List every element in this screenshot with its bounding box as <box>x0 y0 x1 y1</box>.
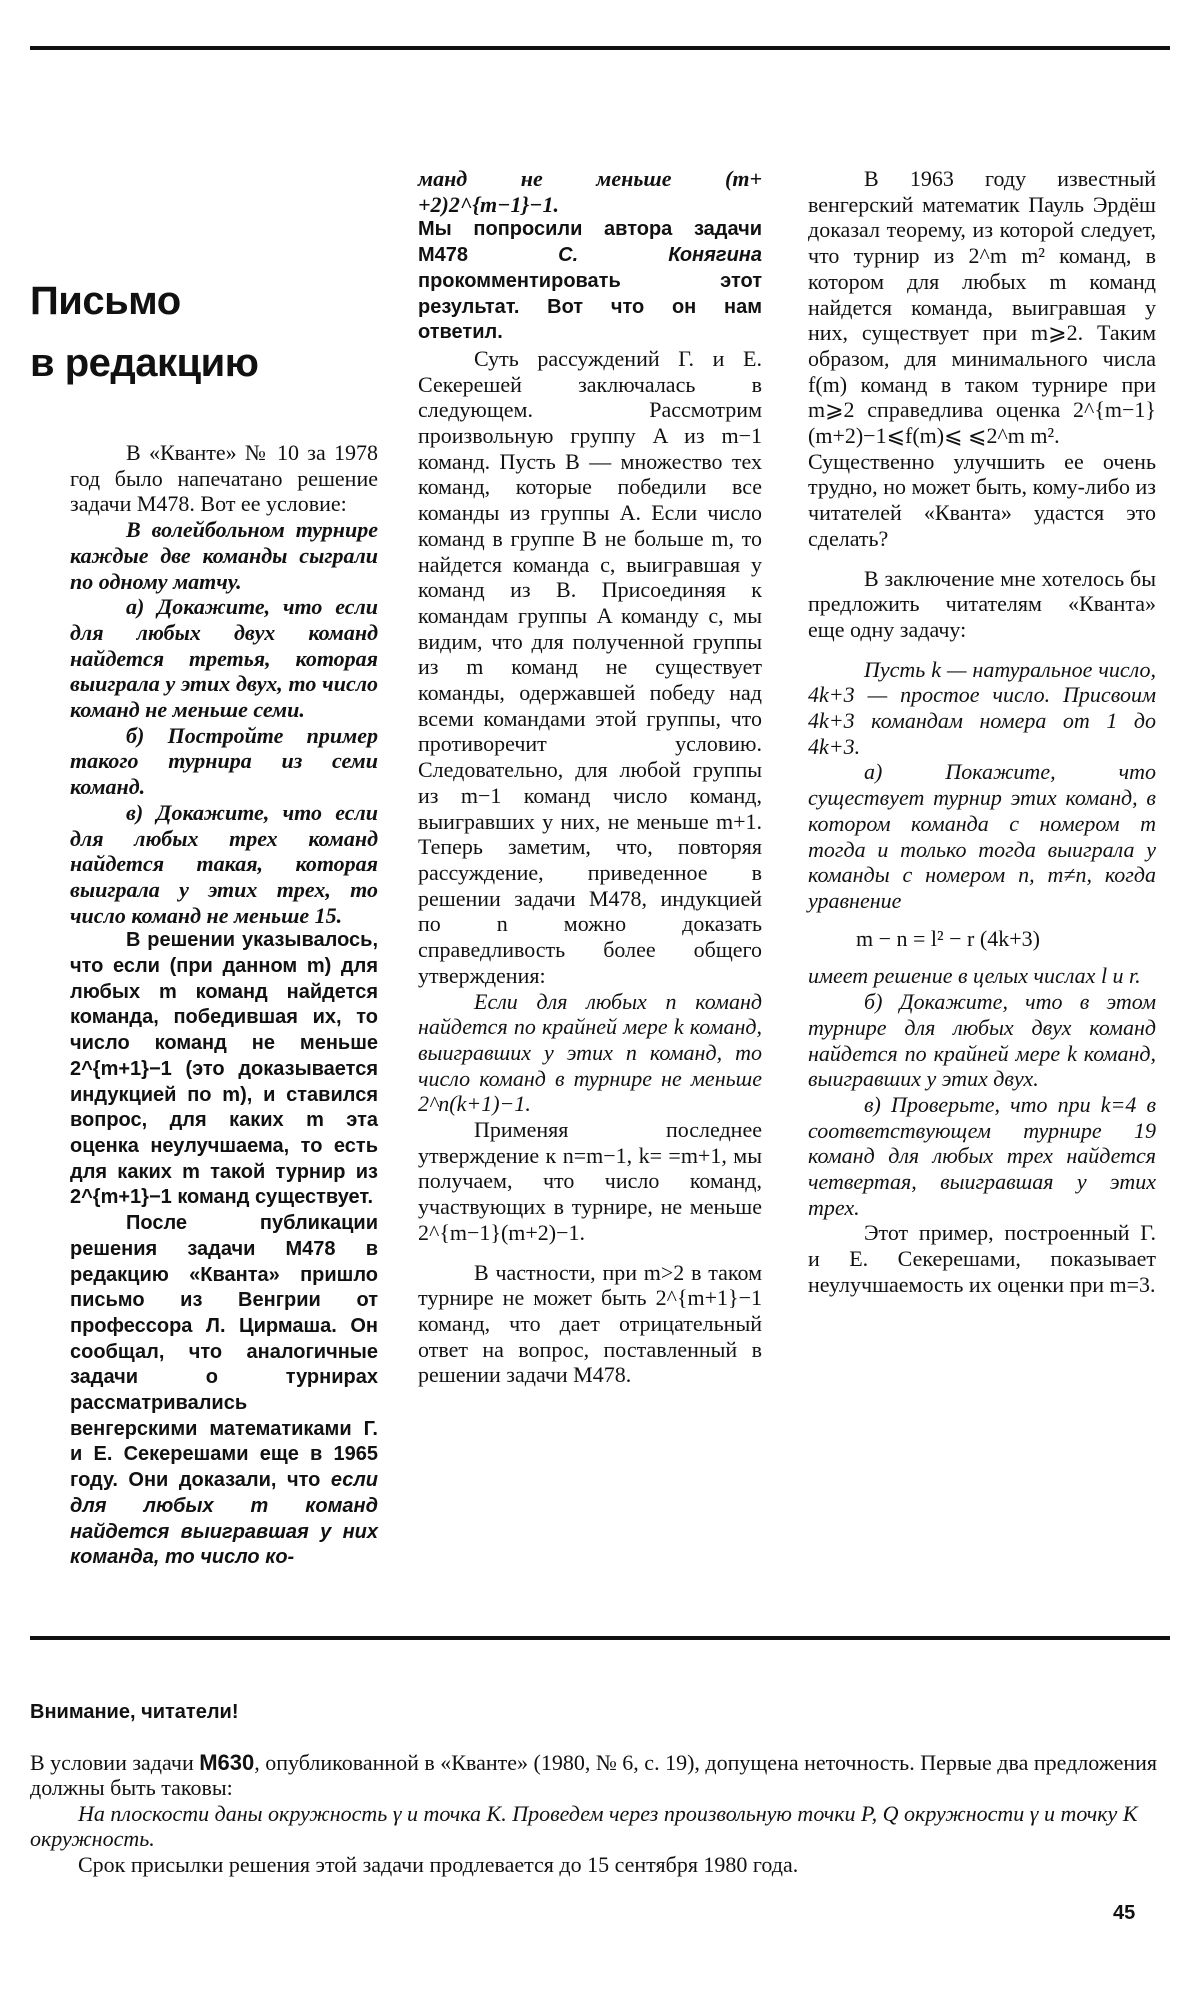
paragraph <box>70 1211 378 1571</box>
new-problem-part-b: б) Докажите, что в этом турнире для любых двух команд найдется по крайней мере k команд, выигравших у этих двух. <box>808 989 1156 1092</box>
paragraph: В решении указывалось, что если (при данном m) для любых m команд найдется команда, победившая их, то число команд не меньше 2^{m+1}−1 (это доказывается индукцией по m), и ставился вопрос, для каких m эта оценка неулучшаема, то есть для каких m такой турнир из 2^{m+1}−1 команд существует. <box>70 929 378 1209</box>
notice-correction: На плоскости даны окружность γ и точка K. Проведем через произвольную точки P, Q окружности γ и точку K окружность. <box>30 1800 1138 1851</box>
paragraph: В «Кванте» № 10 за 1978 год было напечатано решение задачи М478. Вот ее условие: <box>70 440 378 517</box>
general-statement: Если для любых n команд найдется по крайней мере k команд, выигравших у этих n команд, то число команд в турнире не меньше 2^n(k+1)−1. <box>418 988 762 1117</box>
problem-part-c: в) Докажите, что если для любых трех команд найдется такая, которая выиграла у этих трех, то число команд не меньше 15. <box>70 799 378 928</box>
text-span: В условии задачи <box>30 1749 200 1775</box>
top-rule <box>30 46 1170 50</box>
problem-statement: В волейбольном турнире каждые две команды сыграли по одному матчу. <box>70 517 378 594</box>
problem-part-b: б) Постройте пример такого турнира из семи команд. <box>70 722 378 800</box>
equation: m − n = l² − r (4k+3) <box>856 925 1040 951</box>
article-title-line2: в редакцию <box>30 341 259 385</box>
new-problem-part-c: в) Проверьте, что при k=4 в соответствующем турнире 19 команд для любых трех найдется четвертая, выигравшая у этих трех. <box>808 1091 1156 1220</box>
paragraph: Этот пример, построенный Г. и Е. Секерешами, показывает неулучшаемость их оценки при m=3. <box>808 1220 1156 1297</box>
notice-title: Внимание, читатели! <box>30 1701 239 1723</box>
column-1 <box>70 440 378 1571</box>
author-name: С. Конягина <box>558 244 762 267</box>
text-span: если для любых m команд найдется выигравшая у них команда, то число ко- <box>70 1469 378 1569</box>
notice-deadline: Срок присылки решения этой задачи продлевается до 15 сентября 1980 года. <box>78 1851 799 1877</box>
text-span: , опубликованной в «Кванте» (1980, № 6, с. 19), допущена неточность. Первые два предложения должны быть таковы: <box>30 1749 1158 1800</box>
text-span: прокомментировать этот результат. Вот что он нам ответил. <box>418 269 762 344</box>
page-number: 45 <box>1113 1902 1136 1924</box>
notice-text <box>30 1750 1170 1801</box>
paragraph: В 1963 году известный венгерский математик Пауль Эрдёш доказал теорему, из которой следует, что турнир из 2^m m² команд, в котором для любых m команд найдется команда, выигравшая у них, существует при m⩾2. Таким образом, для минимального числа f(m) команд в таком турнире при m⩾2 справедлива оценка 2^{m−1}(m+2)−1⩽f(m)⩽ ⩽2^m m². <box>808 166 1156 449</box>
paragraph: манд не меньше (m+ +2)2^{m−1}−1. <box>418 166 762 217</box>
middle-rule <box>30 1636 1170 1640</box>
column-3 <box>808 166 1156 1298</box>
new-problem-part-a: а) Покажите, что существует турнир этих команд, в котором команда с номером m тогда и только тогда выиграла у команды с номером n, m≠n, когда уравнение <box>808 759 1156 913</box>
paragraph: Применяя последнее утверждение к n=m−1, k= =m+1, мы получаем, что число команд, участвующих в турнире, не меньше 2^{m−1}(m+2)−1. <box>418 1117 762 1245</box>
article-title-line1: Письмо <box>30 279 181 323</box>
paragraph: имеет решение в целых числах l и r. <box>808 963 1141 989</box>
notice-block <box>30 1700 1170 1877</box>
editor-note <box>418 217 762 346</box>
paragraph: В частности, при m>2 в таком турнире не может быть 2^{m+1}−1 команд, что дает отрицательный ответ на вопрос, поставленный в решении задачи М478. <box>418 1259 762 1388</box>
text-span: Мы попросили автора задачи М478 <box>418 218 762 267</box>
paragraph: В заключение мне хотелось бы предложить читателям «Кванта» еще одну задачу: <box>808 565 1156 642</box>
article-title <box>30 270 410 394</box>
new-problem: Пусть k — натуральное число, 4k+3 — простое число. Присвоим 4k+3 командам номера от 1 до 4k+3. <box>808 656 1156 759</box>
problem-id: М630 <box>199 1749 255 1775</box>
problem-part-a: а) Докажите, что если для любых двух команд найдется третья, которая выиграла у этих двух, то число команд не меньше семи. <box>70 594 378 723</box>
paragraph: Существенно улучшить ее очень трудно, но может быть, кому-либо из читателей «Кванта» удастся это сделать? <box>808 448 1156 551</box>
text-span: После публикации решения задачи М478 в редакцию «Кванта» пришло письмо из Венгрии от профессора Л. Цирмаша. Он сообщал, что аналогичные задачи о турнирах рассматривались венгерскими математиками Г. и Е. Секерешами еще в 1965 году. Они доказали, что <box>70 1212 378 1492</box>
paragraph: Суть рассуждений Г. и Е. Секерешей заключалась в следующем. Рассмотрим произвольную группу A из m−1 команд. Пусть B — множество тех команд, которые победили все команды из группы A. Если число команд в группе B не больше m, то найдется команда c, выигравшая у команд из B. Присоединяя к командам группы A команду c, мы видим, что для полученной группы из m команд не существует команды, одержавшей победу над всеми командами этой группы, что противоречит условию. Следовательно, для любой группы из m−1 команд число команд, выигравших у них, не меньше m+1. Теперь заметим, что, повторяя рассуждение, приведенное в решении задачи М478, индукцией по n можно доказать справедливость более общего утверждения: <box>418 345 762 988</box>
column-2 <box>418 166 762 1388</box>
